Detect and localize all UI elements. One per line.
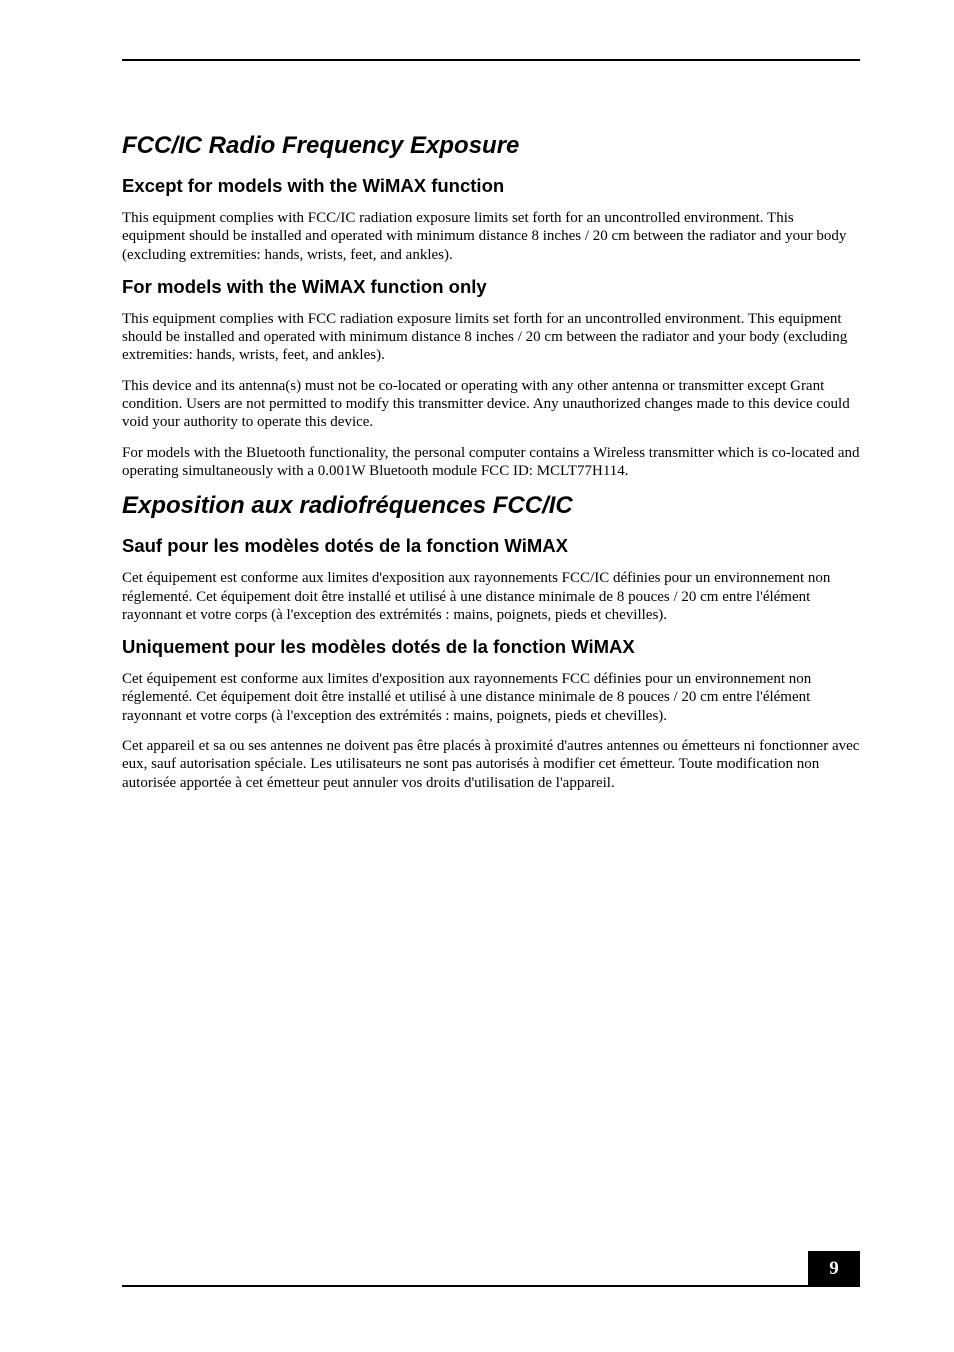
paragraph-uniquement-wimax: Cet équipement est conforme aux limites d'exposition aux rayonnements FCC définies pour un environnement non réglementé. Cet équipement doit être installé et utilisé à une distance minimale de 8 pouces / 20 cm entre l'élément rayonnant et votre corps (à l'exception des extrémités : mains, poignets, pieds et chevilles). bbox=[122, 671, 812, 724]
paragraph-bluetooth: For models with the Bluetooth functionality, the personal computer contains a Wireless transmitter which is co-located and operating simultaneously with a 0.001W Bluetooth module FCC ID: MCLT77H114. bbox=[122, 444, 860, 479]
paragraph-colocation: This device and its antenna(s) must not be co-located or operating with any other antenna or transmitter except Grant condition. Users are not permitted to modify this transmitter device. Any unauthorized changes made to this device could void your authority to operate this device. bbox=[122, 377, 850, 431]
paragraph-colocation-fr: Cet appareil et sa ou ses antennes ne doivent pas être placés à proximité d'autres antennes ou émetteurs ni fonctionner avec eux, sauf autorisation spéciale. Les utilisateurs ne sont pas autorisés à modifier cet émetteur. Toute modification non autorisée apportée à cet émetteur peut annuler vos droits d'utilisation de l'appareil. bbox=[122, 738, 860, 791]
header-rule bbox=[122, 59, 860, 61]
footer-rule bbox=[122, 1285, 808, 1287]
subsection-title-uniquement-wimax: Uniquement pour les modèles dotés de la fonction WiMAX bbox=[122, 636, 635, 658]
paragraph-wimax-only: This equipment complies with FCC radiation exposure limits set forth for an uncontrolled environment. This equipment should be installed and operated with minimum distance 8 inches / 20 cm between the radiator and your body (excluding extremities: hands, wrists, feet, and ankles). bbox=[122, 310, 848, 364]
section-title-en: FCC/IC Radio Frequency Exposure bbox=[122, 132, 520, 159]
page-number: 9 bbox=[808, 1251, 860, 1287]
subsection-title-wimax-only: For models with the WiMAX function only bbox=[122, 275, 487, 297]
subsection-title-except-wimax: Except for models with the WiMAX function bbox=[122, 175, 505, 196]
page-content bbox=[122, 132, 860, 804]
paragraph-except-wimax: This equipment complies with FCC/IC radiation exposure limits set forth for an uncontrolled environment. This equipment should be installed and operated with minimum distance 8 inches / 20 cm between the radiator and your body (excluding extremities: hands, wrists, feet, and ankles). bbox=[122, 210, 847, 263]
section-title-fr: Exposition aux radiofréquences FCC/IC bbox=[122, 492, 573, 520]
paragraph-sauf-wimax: Cet équipement est conforme aux limites d'exposition aux rayonnements FCC/IC définies pour un environnement non réglementé. Cet équipement doit être installé et utilisé à une distance minimale de 8 pouces / 20 cm entre l'élément rayonnant et votre corps (à l'exception des extrémités : mains, poignets, pieds et chevilles). bbox=[122, 570, 831, 623]
subsection-title-sauf-wimax: Sauf pour les modèles dotés de la fonction WiMAX bbox=[122, 535, 568, 557]
